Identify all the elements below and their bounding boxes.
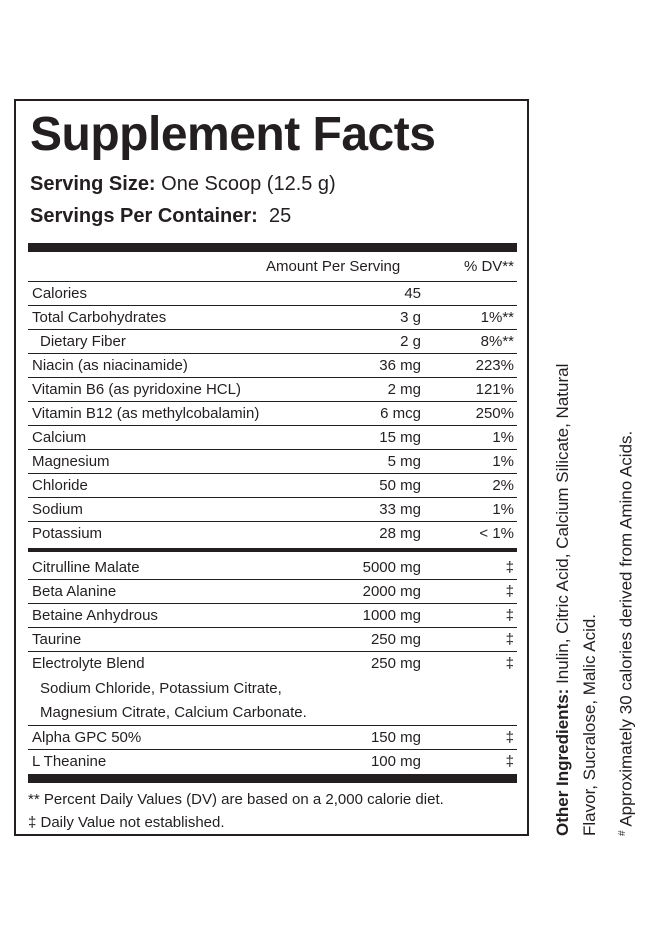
- nutrient-dv: 1%: [492, 429, 514, 446]
- footnote-not-established: ‡ Daily Value not established.: [28, 814, 225, 831]
- ingredient-name: Beta Alanine: [32, 583, 117, 600]
- nutrient-dv: < 1%: [479, 525, 514, 542]
- nutrient-amount: 5 mg: [387, 453, 421, 470]
- nutrient-row: [28, 450, 517, 474]
- other-ingredients-line2: Flavor, Sucralose, Malic Acid.: [580, 613, 599, 836]
- footnote-dv: ** Percent Daily Values (DV) are based on a 2,000 calorie diet.: [28, 791, 444, 808]
- blend-description-line: [28, 701, 517, 725]
- servings-per-container: [30, 203, 291, 229]
- servings-value: 25: [257, 205, 292, 227]
- ingredient-name: Citrulline Malate: [32, 559, 140, 576]
- ingredient-name: Alpha GPC 50%: [32, 729, 142, 746]
- panel-title: Supplement Facts: [30, 108, 436, 161]
- ingredient-amount: 100 mg: [370, 753, 421, 770]
- ingredient-name: Betaine Anhydrous: [32, 607, 158, 624]
- top-thick-rule: [28, 243, 517, 252]
- nutrient-amount: 50 mg: [379, 477, 421, 494]
- serving-size: [30, 171, 336, 197]
- ingredient-dv: ‡: [505, 607, 514, 624]
- calorie-note: [611, 431, 638, 836]
- nutrient-name: Vitamin B6 (as pyridoxine HCL): [32, 381, 241, 398]
- nutrient-name: Vitamin B12 (as methylcobalamin): [32, 405, 260, 422]
- ingredient-amount: 2000 mg: [362, 583, 421, 600]
- blend-text: Magnesium Citrate, Calcium Carbonate.: [40, 704, 307, 721]
- nutrient-name: Magnesium: [32, 453, 110, 470]
- ingredient-amount: 150 mg: [370, 729, 421, 746]
- calorie-note-mark: #: [617, 830, 628, 836]
- dv-header: % DV**: [463, 258, 514, 275]
- nutrient-name: Dietary Fiber: [40, 333, 126, 350]
- nutrient-row: [28, 522, 517, 546]
- ingredient-amount: 5000 mg: [362, 559, 421, 576]
- nutrient-amount: 2 mg: [387, 381, 421, 398]
- nutrient-amount: 28 mg: [379, 525, 421, 542]
- calorie-note-text: Approximately 30 calories derived from Amino Acids.: [616, 430, 636, 831]
- ingredient-dv: ‡: [505, 559, 514, 576]
- nutrient-amount: 6 mcg: [380, 405, 421, 422]
- other-ingredients-label: Other Ingredients:: [553, 688, 572, 836]
- ingredient-row: [28, 580, 517, 604]
- nutrient-row: [28, 474, 517, 498]
- amount-header: Amount Per Serving: [266, 258, 401, 275]
- nutrient-name: Potassium: [32, 525, 103, 542]
- nutrient-name: Niacin (as niacinamide): [32, 357, 188, 374]
- ingredient-row: [28, 750, 517, 774]
- ingredient-dv: ‡: [505, 729, 514, 746]
- nutrient-amount: 33 mg: [379, 501, 421, 518]
- nutrient-dv: 8%**: [480, 333, 514, 350]
- nutrient-amount: 36 mg: [379, 357, 421, 374]
- serving-size-label: Serving Size:: [30, 173, 156, 195]
- ingredient-dv: ‡: [505, 753, 514, 770]
- ingredient-amount: 250 mg: [370, 655, 421, 672]
- servings-label: Servings Per Container:: [30, 205, 258, 227]
- nutrient-dv: 1%**: [480, 309, 514, 326]
- nutrient-row: [28, 354, 517, 378]
- nutrient-dv: 1%: [492, 453, 514, 470]
- nutrient-amount: 2 g: [400, 333, 421, 350]
- ingredient-name: L Theanine: [32, 753, 107, 770]
- nutrient-row: [28, 402, 517, 426]
- nutrient-amount: 15 mg: [379, 429, 421, 446]
- ingredient-dv: ‡: [505, 583, 514, 600]
- nutrient-name: Total Carbohydrates: [32, 309, 167, 326]
- ingredient-name: Taurine: [32, 631, 82, 648]
- nutrient-dv: 2%: [492, 477, 514, 494]
- nutrient-row: [28, 498, 517, 522]
- ingredient-dv: ‡: [505, 655, 514, 672]
- ingredient-name: Electrolyte Blend: [32, 655, 145, 672]
- nutrient-row: [28, 282, 517, 306]
- nutrient-dv: 223%: [475, 357, 514, 374]
- section-divider: [28, 548, 517, 552]
- blend-description-line: [28, 677, 517, 701]
- ingredient-row: [28, 556, 517, 580]
- supplement-facts-panel: [14, 99, 529, 836]
- nutrient-name: Calories: [32, 285, 88, 302]
- ingredient-dv: ‡: [505, 631, 514, 648]
- nutrient-amount: 3 g: [400, 309, 421, 326]
- other-ingredients-text: Inulin, Citric Acid, Calcium Silicate, Natural: [553, 363, 572, 689]
- serving-size-value: One Scoop (12.5 g): [155, 173, 336, 195]
- ingredient-row: [28, 726, 517, 750]
- ingredient-row: [28, 628, 517, 652]
- other-ingredients-line1: [551, 364, 574, 836]
- nutrient-dv: 1%: [492, 501, 514, 518]
- ingredient-amount: 1000 mg: [362, 607, 421, 624]
- ingredient-row: [28, 604, 517, 628]
- ingredient-row: [28, 652, 517, 676]
- nutrient-amount: 45: [404, 285, 421, 302]
- nutrient-row: [28, 378, 517, 402]
- nutrient-row: [28, 306, 517, 330]
- nutrient-name: Chloride: [32, 477, 88, 494]
- nutrient-row: [28, 330, 517, 354]
- ingredient-amount: 250 mg: [370, 631, 421, 648]
- nutrient-name: Sodium: [32, 501, 83, 518]
- nutrient-dv: 121%: [475, 381, 514, 398]
- nutrient-name: Calcium: [32, 429, 87, 446]
- blend-text: Sodium Chloride, Potassium Citrate,: [40, 680, 282, 697]
- nutrient-row: [28, 426, 517, 450]
- bottom-thick-rule: [28, 774, 517, 783]
- nutrient-dv: 250%: [475, 405, 514, 422]
